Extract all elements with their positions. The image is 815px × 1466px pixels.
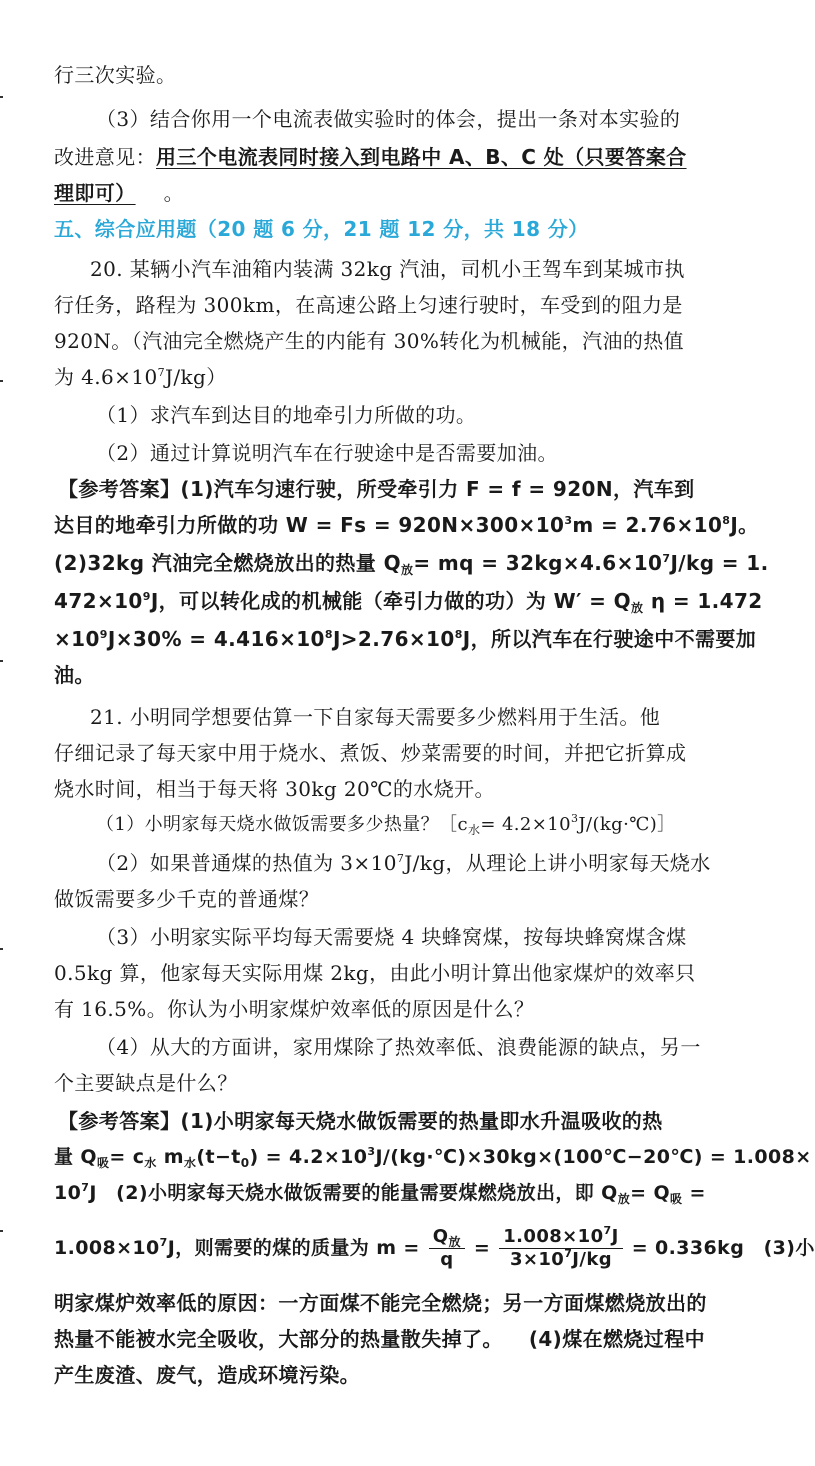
fraction-numerator [499, 1226, 622, 1249]
answer-line [54, 1140, 812, 1174]
text: ) = 4.2×10 [249, 1146, 368, 1168]
text: 【参考答案】(1)小明家每天烧水做饭需要的热量即水升温吸收的热 [58, 1109, 663, 1133]
answer-line [54, 1322, 705, 1356]
text: = c [109, 1146, 145, 1168]
superscript: 3 [570, 812, 579, 825]
text: （2）通过计算说明汽车在行驶途中是否需要加油。 [96, 441, 558, 465]
text: 21. 小明同学想要估算一下自家每天需要多少燃料用于生活。他 [90, 705, 661, 729]
text: 920N。（汽油完全燃烧产生的内能有 30%转化为机械能，汽油的热值 [54, 329, 685, 353]
text: （3）结合你用一个电流表做实验时的体会，提出一条对本实验的 [96, 107, 681, 131]
answer-line [54, 1358, 360, 1392]
scan-mark [0, 1230, 3, 1232]
question-line [96, 398, 476, 432]
text: 为 4.6×10 [54, 365, 158, 389]
text: (2)32kg 汽油完全燃烧放出的热量 Q [54, 551, 401, 575]
text: J，所以汽车在行驶途中不需要加 [462, 627, 757, 651]
question-line [96, 808, 676, 842]
subscript: 吸 [96, 1156, 110, 1170]
section-heading [54, 212, 589, 246]
answer-fill-text: 用三个电流表同时接入到电路中 A、B、C 处（只要答案合 [156, 145, 687, 169]
fraction-numerator [429, 1226, 465, 1249]
text: J [611, 1226, 619, 1247]
answer-line [58, 1104, 663, 1138]
text: J>2.76×10 [332, 627, 455, 651]
question-line [54, 956, 696, 990]
question-line [90, 700, 660, 734]
text: （1）小明家每天烧水做饭需要多少热量？［c [96, 814, 468, 835]
question-line [90, 252, 685, 286]
text: η = 1.472 [643, 589, 763, 613]
text: = 0.336kg (3)小 [631, 1237, 815, 1259]
answer-line [58, 472, 695, 506]
question-line [96, 920, 687, 954]
subscript: 水 [467, 823, 481, 837]
answer-fill-text: 理即可） [54, 181, 136, 205]
text: = [682, 1182, 706, 1204]
text: J/(kg·℃)］ [578, 814, 676, 835]
subscript: 0 [240, 1156, 250, 1170]
subscript: 水 [144, 1156, 157, 1170]
text: 做饭需要多少千克的普通煤？ [54, 887, 320, 911]
text: J (2)小明家每天烧水做饭需要的能量需要煤燃烧放出，即 Q [89, 1182, 618, 1204]
text: 量 Q [54, 1146, 97, 1168]
text: 个主要缺点是什么？ [54, 1071, 238, 1095]
text: 达目的地牵引力所做的功 W = Fs = 920N×300×10 [54, 513, 565, 537]
subscript: 吸 [670, 1192, 683, 1206]
fraction-q-over-q [429, 1226, 465, 1271]
text: 1.008×10 [54, 1237, 160, 1259]
superscript: 7 [662, 552, 671, 565]
subscript: 水 [184, 1156, 197, 1170]
question-line [54, 288, 683, 322]
text: (t−t [196, 1146, 241, 1168]
text: 行三次实验。 [54, 63, 177, 87]
answer-line [54, 622, 756, 656]
scan-mark [0, 380, 3, 382]
superscript: 3 [564, 514, 573, 527]
text: J/kg） [164, 365, 227, 389]
text: m = 2.76×10 [572, 513, 723, 537]
section-title: 五、综合应用题（20 题 6 分，21 题 12 分，共 18 分） [54, 217, 589, 241]
text: 【参考答案】(1)汽车匀速行驶，所受牵引力 F = f = 920N，汽车到 [58, 477, 695, 501]
answer-line [54, 658, 95, 692]
superscript: 3 [367, 1145, 376, 1158]
text: （1）求汽车到达目的地牵引力所做的功。 [96, 403, 477, 427]
superscript: 7 [564, 1247, 573, 1260]
answer-line [54, 1176, 706, 1210]
text: 3×10 [509, 1249, 565, 1270]
text: J/kg = 1. [670, 551, 769, 575]
answer-line [54, 584, 763, 618]
superscript: 8 [324, 628, 333, 641]
subscript: 放 [631, 601, 644, 615]
superscript: 7 [81, 1181, 90, 1194]
question-line [54, 324, 684, 358]
superscript: 7 [157, 366, 165, 379]
question-line [54, 736, 686, 770]
text: 改进意见： [54, 145, 156, 169]
question-line [54, 772, 495, 806]
fraction-denominator: q [440, 1249, 454, 1270]
text: 20. 某辆小汽车油箱内装满 32kg 汽油，司机小王驾车到某城市执 [90, 257, 685, 281]
text: J，可以转化成的机械能（牵引力做的功）为 W′ = Q [150, 589, 632, 613]
fraction-denominator [499, 1249, 622, 1271]
answer-line [54, 546, 769, 580]
fraction-values [499, 1226, 622, 1271]
text-line [54, 176, 184, 210]
subscript: 放 [400, 563, 414, 577]
superscript: 8 [722, 514, 731, 527]
superscript: 7 [603, 1224, 612, 1237]
text: 有 16.5%。你认为小明家煤炉效率低的原因是什么？ [54, 997, 535, 1021]
text: J/kg，从理论上讲小明家每天烧水 [404, 851, 711, 875]
subscript: 放 [448, 1235, 461, 1249]
text: 产生废渣、废气，造成环境污染。 [54, 1363, 360, 1387]
text: J/(kg·℃)×30kg×(100℃−20℃) = 1.008× [375, 1146, 812, 1168]
text: = mq = 32kg×4.6×10 [413, 551, 663, 575]
text: = 4.2×10 [480, 814, 571, 835]
text: 472×10 [54, 589, 143, 613]
answer-line [54, 1286, 707, 1320]
text: （2）如果普通煤的热值为 3×10 [96, 851, 397, 875]
text-line [54, 140, 687, 174]
question-line [54, 882, 319, 916]
question-line [54, 1066, 238, 1100]
superscript: 9 [142, 590, 151, 603]
text: 行任务，路程为 300km，在高速公路上匀速行驶时，车受到的阻力是 [54, 293, 683, 317]
text-line [96, 102, 680, 136]
scan-mark [0, 660, 3, 662]
answer-line-fraction [54, 1218, 815, 1278]
scan-mark [0, 948, 3, 950]
text: 烧水时间，相当于每天将 30kg 20℃的水烧开。 [54, 777, 495, 801]
text-line [54, 58, 176, 92]
superscript: 9 [99, 628, 108, 641]
text: (4)煤在燃烧过程中 [528, 1327, 706, 1351]
question-line [54, 992, 534, 1026]
text: J。 [730, 513, 759, 537]
text: 1.008×10 [503, 1226, 604, 1247]
text: Q [432, 1226, 449, 1247]
text: 油。 [54, 663, 95, 687]
text: = [473, 1237, 491, 1259]
text: （3）小明家实际平均每天需要烧 4 块蜂窝煤，按每块蜂窝煤含煤 [96, 925, 687, 949]
scan-mark [0, 96, 3, 98]
superscript: 7 [396, 852, 405, 865]
text: 明家煤炉效率低的原因：一方面煤不能完全燃烧；另一方面煤燃烧放出的 [54, 1291, 707, 1315]
question-line [96, 846, 711, 880]
question-line [96, 1030, 701, 1064]
text: J，则需要的煤的质量为 m = [167, 1237, 420, 1259]
text: = Q [630, 1182, 671, 1204]
text: ×10 [54, 627, 100, 651]
question-line [54, 360, 227, 394]
answer-line [54, 508, 759, 542]
text: 10 [54, 1182, 82, 1204]
text: （4）从大的方面讲，家用煤除了热效率低、浪费能源的缺点，另一 [96, 1035, 701, 1059]
question-line [96, 436, 558, 470]
text: 仔细记录了每天家中用于烧水、煮饭、炒菜需要的时间，并把它折算成 [54, 741, 687, 765]
text: 。 [163, 181, 185, 205]
text: J/kg [572, 1249, 612, 1270]
superscript: 8 [454, 628, 463, 641]
text: J×30% = 4.416×10 [107, 627, 325, 651]
superscript: 7 [159, 1236, 168, 1249]
subscript: 放 [617, 1192, 631, 1206]
text: 0.5kg 算，他家每天实际用煤 2kg，由此小明计算出他家煤炉的效率只 [54, 961, 696, 985]
text: 热量不能被水完全吸收，大部分的热量散失掉了。 [54, 1327, 503, 1351]
text: m [156, 1146, 184, 1168]
